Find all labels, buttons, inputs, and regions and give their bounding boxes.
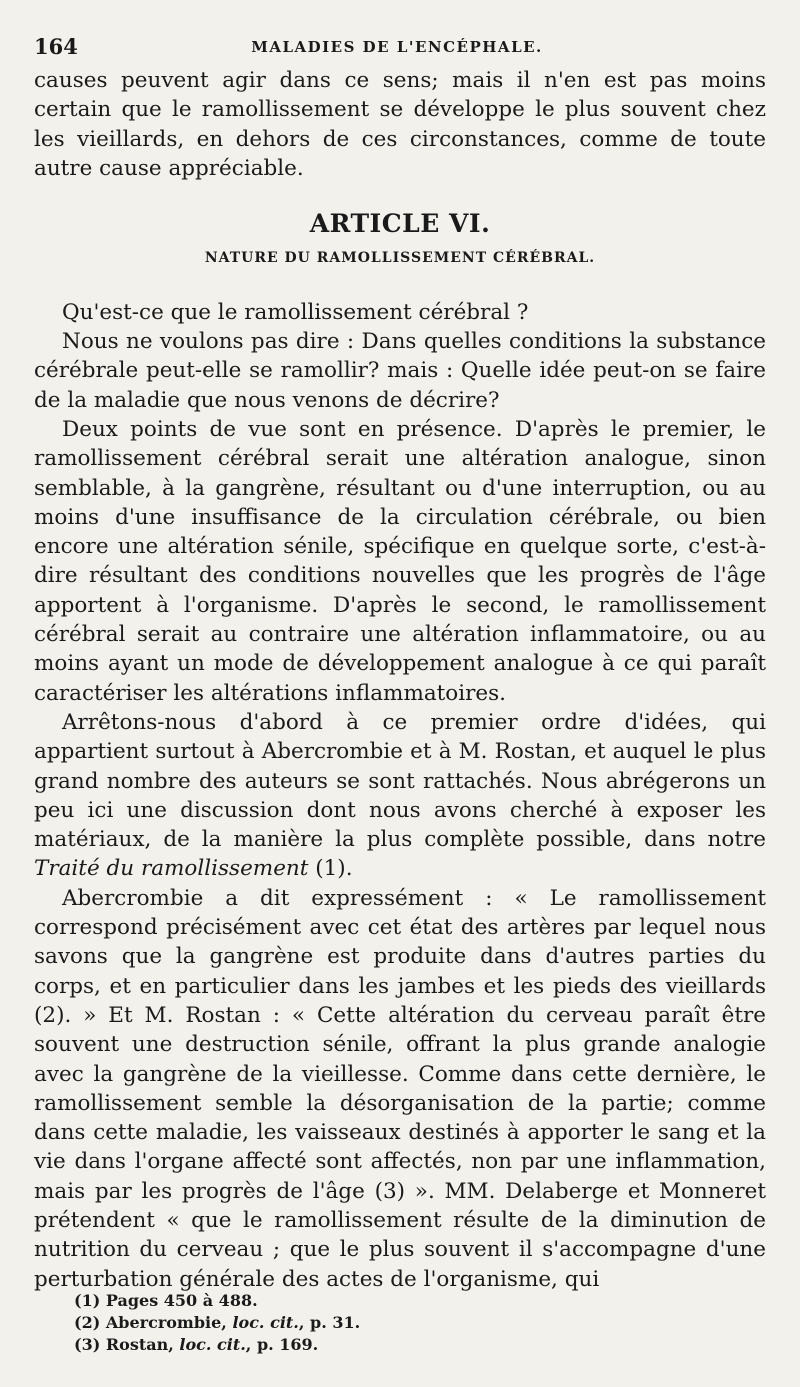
footnote-text: , p. 169. <box>245 1335 319 1354</box>
footnote-2 <box>74 1312 360 1334</box>
footnote-marker: (1) <box>74 1291 101 1310</box>
footnote-text: Rostan, <box>105 1335 180 1354</box>
running-head <box>34 34 760 62</box>
paragraph-text: (1). <box>308 856 353 882</box>
paragraph: Deux points de vue sont en présence. D'après le premier, le ramollissement cérébral serait une altération analogue, sinon semblable, à la gangrène, résultant ou d'une interruption, ou au moins d'une insuffisance de la circulation cérébrale, ou bien encore une altération sénile, spécifique en quelque sorte, c'est-à-dire résultant des conditions nouvelles que les progrès de l'âge apportent à l'organisme. D'après le second, le ramollissement cérébral serait au contraire une altération inflammatoire, ou au moins ayant un mode de développement analogue à ce qui paraît caractériser les altérations inflammatoires. <box>34 416 766 706</box>
article-title: ARTICLE VI. <box>309 209 491 239</box>
footnote-text: Abercrombie, <box>105 1313 233 1332</box>
paragraph-text: Arrêtons-nous d'abord à ce premier ordre d'idées, qui appartient surtout à Abercrombie et à M. Rostan, et auquel le plus grand nombre des auteurs se sont rattachés. Nous abrégerons un peu ici une discussion dont nous avons cherché à exposer les matériaux, de la manière la plus complète possible, dans notre <box>34 709 766 853</box>
paragraph-arretons <box>34 708 766 884</box>
paragraph-abercrombie: Abercrombie a dit expressément : « Le ramollissement correspond précisément avec cet état des artères par lequel nous savons que la gangrène est produite dans d'autres parties du corps, et en particulier dans les jambes et les pieds des vieillards (2). » Et M. Rostan : « Cette altération du cerveau paraît être souvent une destruction sénile, offrant la plus grande analogie avec la gangrène de la vieillesse. Comme dans cette dernière, le ramollissement semble la désorganisation de la partie; comme dans cette maladie, les vaisseaux destinés à apporter le sang et la vie dans l'organe affecté sont affectés, non par une inflammation, mais par les progrès de l'âge (3) ». MM. Delaberge et Monneret prétendent « que le ramollissement résulte de la diminution de nutrition du cerveau ; que le plus souvent il s'accompagne d'une perturbation générale des actes de l'organisme, qui <box>34 885 766 1292</box>
paragraph: Qu'est-ce que le ramollissement cérébral ? <box>62 299 529 325</box>
footnote-1 <box>74 1290 360 1312</box>
paragraph: Nous ne voulons pas dire : Dans quelles conditions la substance cérébrale peut-elle se ramollir? mais : Quelle idée peut-on se faire de la maladie que nous venons de décrire? <box>34 329 766 413</box>
opening-paragraph: causes peuvent agir dans ce sens; mais il n'en est pas moins certain que le ramollissement se développe le plus souvent chez les vieillards, en dehors de ces circonstances, comme de toute autre cause appréciable. <box>34 68 766 181</box>
footnote-text: , p. 31. <box>298 1313 361 1332</box>
footnote-text: Pages 450 à 488. <box>105 1291 258 1310</box>
body-text <box>34 66 766 1294</box>
article-subtitle: NATURE DU RAMOLLISSEMENT CÉRÉBRAL. <box>204 250 596 267</box>
page-number: 164 <box>34 34 78 59</box>
book-title-italic: Traité du ramollissement <box>34 856 309 882</box>
footnote-italic: loc. cit. <box>232 1313 299 1332</box>
footnote-italic: loc. cit. <box>179 1335 246 1354</box>
footnotes <box>74 1290 360 1356</box>
running-title: MALADIES DE L'ENCÉPHALE. <box>251 38 543 56</box>
footnote-3 <box>74 1334 360 1356</box>
footnote-marker: (3) <box>74 1335 101 1354</box>
footnote-marker: (2) <box>74 1313 101 1332</box>
